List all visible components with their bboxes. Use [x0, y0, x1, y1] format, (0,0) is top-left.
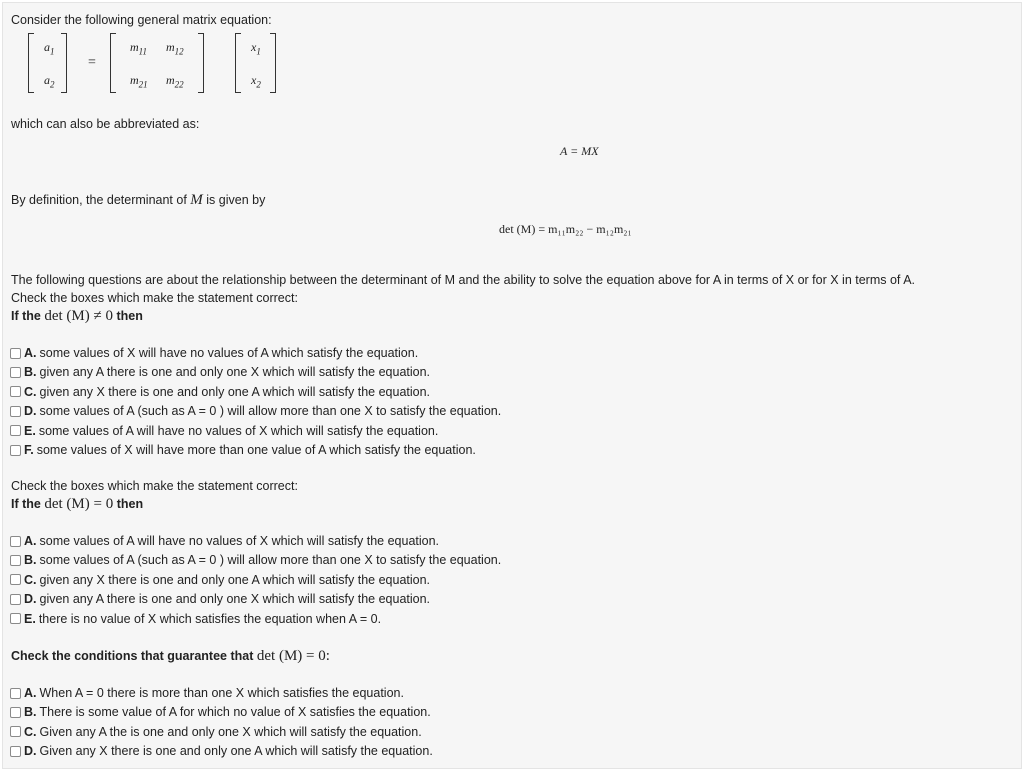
equals-sign: =	[88, 55, 96, 70]
intro-text: Consider the following general matrix equation:	[11, 13, 272, 27]
checkbox[interactable]	[10, 406, 21, 417]
checkbox[interactable]	[10, 707, 21, 718]
section3-option[interactable]	[10, 724, 422, 740]
section1-option[interactable]	[10, 345, 418, 361]
option-text: Given any A the is one and only one X which will satisfy the equation.	[39, 724, 422, 739]
section1-option[interactable]	[10, 384, 430, 400]
a2-cell: $a_2$	[44, 73, 55, 90]
section3-option[interactable]	[10, 685, 404, 701]
option-letter: B.	[24, 553, 37, 568]
option-letter: E.	[24, 423, 36, 438]
section2-option[interactable]	[10, 552, 501, 568]
option-letter: B.	[24, 705, 37, 720]
checkbox[interactable]	[10, 594, 21, 605]
option-text: Given any X there is one and only one A which will satisfy the equation.	[39, 744, 433, 759]
checkbox[interactable]	[10, 613, 21, 624]
section2-option[interactable]	[10, 533, 439, 549]
section1-option[interactable]	[10, 403, 501, 419]
option-text: When A = 0 there is more than one X which satisfies the equation.	[39, 686, 404, 700]
section3-option[interactable]	[10, 743, 433, 759]
option-letter: A.	[24, 686, 37, 700]
det-equation: det (M) = m₁₁m₂₂ − m₁₂m₂₁	[499, 222, 632, 236]
option-text: some values of A (such as A = 0 ) will allow more than one X to satisfy the equation.	[39, 404, 502, 419]
option-text: given any X there is one and only one A which will satisfy the equation.	[39, 572, 431, 587]
m11-cell: $m_{11}$	[130, 40, 148, 57]
bracket-left	[235, 33, 241, 93]
option-text: given any A there is one and only one X which will satisfy the equation.	[39, 365, 431, 380]
option-letter: F.	[24, 443, 34, 457]
option-text: there is no value of X which satisfies the equation when A = 0.	[38, 611, 382, 626]
option-text: some values of X will have no values of A which satisfy the equation.	[39, 346, 419, 360]
m22-cell: $m_{22}$	[166, 73, 184, 90]
option-letter: D.	[24, 744, 37, 759]
checkbox[interactable]	[10, 726, 21, 737]
checkbox[interactable]	[10, 688, 21, 699]
bracket-left	[110, 33, 116, 93]
section2-option[interactable]	[10, 591, 430, 607]
checkbox[interactable]	[10, 425, 21, 436]
section1-option[interactable]	[10, 364, 430, 380]
x1-cell: $x_1$	[251, 40, 261, 57]
checkbox[interactable]	[10, 746, 21, 757]
option-text: given any A there is one and only one X which will satisfy the equation.	[39, 592, 431, 607]
section1-option[interactable]	[10, 423, 438, 439]
option-text: some values of X will have more than one value of A which satisfy the equation.	[36, 443, 476, 457]
checkbox[interactable]	[10, 555, 21, 566]
option-letter: C.	[24, 384, 37, 399]
bracket-right	[270, 33, 276, 93]
checkbox[interactable]	[10, 574, 21, 585]
section2-option[interactable]	[10, 611, 381, 627]
section1-option[interactable]	[10, 442, 476, 458]
option-letter: C.	[24, 724, 37, 739]
checkbox[interactable]	[10, 367, 21, 378]
checkbox[interactable]	[10, 536, 21, 547]
option-letter: D.	[24, 404, 37, 419]
abbrev-text: which can also be abbreviated as:	[11, 117, 200, 131]
option-text: some values of A (such as A = 0 ) will allow more than one X to satisfy the equation.	[39, 553, 502, 568]
bracket-left	[28, 33, 34, 93]
bracket-right	[198, 33, 204, 93]
option-letter: B.	[24, 365, 37, 380]
checkbox[interactable]	[10, 348, 21, 359]
section1-instruction: Check the boxes which make the statement correct:	[11, 291, 298, 305]
m21-cell: $m_{21}$	[130, 73, 148, 90]
checkbox[interactable]	[10, 445, 21, 456]
det-definition-text: By definition, the determinant of M is given by	[11, 192, 266, 208]
section2-option[interactable]	[10, 572, 430, 588]
section2-instruction: Check the boxes which make the statement correct:	[11, 479, 298, 493]
option-letter: C.	[24, 572, 37, 587]
option-letter: A.	[24, 534, 37, 548]
section3-heading: Check the conditions that guarantee that det (M) = 0:	[11, 648, 330, 664]
option-text: some values of A will have no values of X which will satisfy the equation.	[38, 423, 439, 438]
option-letter: D.	[24, 592, 37, 607]
option-text: There is some value of A for which no value of X satisfies the equation.	[39, 705, 431, 720]
bracket-right	[61, 33, 67, 93]
section2-condition: If the det (M) = 0 then	[11, 496, 144, 512]
section3-option[interactable]	[10, 704, 431, 720]
option-text: some values of A will have no values of X which will satisfy the equation.	[39, 534, 440, 548]
relation-text: The following questions are about the relationship between the determinant of M and the ability to solve the equation above for A in terms of X or for X in terms of A.	[11, 273, 915, 287]
option-letter: A.	[24, 346, 37, 360]
a1-cell: $a_1$	[44, 40, 55, 57]
option-letter: E.	[24, 611, 36, 626]
checkbox[interactable]	[10, 386, 21, 397]
m12-cell: $m_{12}$	[166, 40, 184, 57]
option-text: given any X there is one and only one A which will satisfy the equation.	[39, 384, 431, 399]
abbrev-equation: A = MX	[560, 144, 599, 158]
section1-condition: If the det (M) ≠ 0 then	[11, 308, 143, 324]
x2-cell: $x_2$	[251, 73, 261, 90]
